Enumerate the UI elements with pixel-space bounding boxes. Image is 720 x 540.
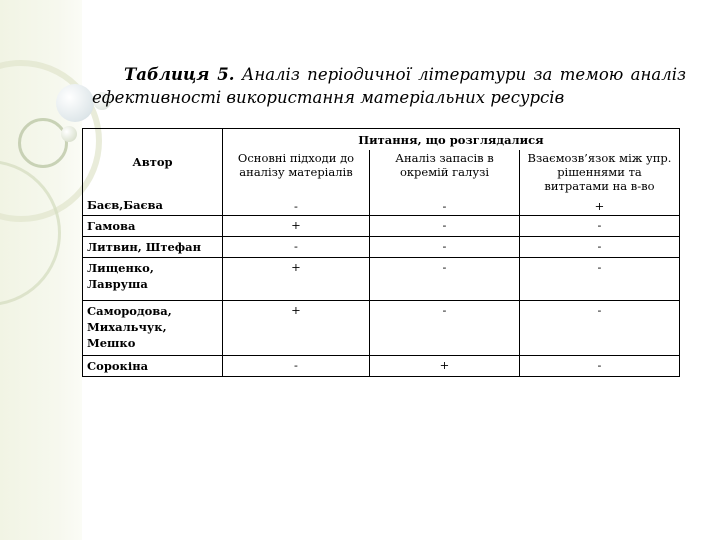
- mark-cell: -: [370, 301, 520, 356]
- mark-cell: -: [370, 237, 520, 258]
- table-row: [83, 237, 680, 258]
- mark-cell: -: [520, 301, 680, 356]
- mark-cell: -: [370, 195, 520, 216]
- caption-text-1: Аналіз періодичної літератури за темою аналіз: [241, 65, 686, 84]
- mark-cell: -: [223, 356, 370, 377]
- decorative-bubble: [56, 84, 94, 122]
- caption-label: Таблиця 5.: [124, 65, 235, 84]
- caption-line-2: ефективності використання матеріальних ресурсів: [92, 88, 565, 107]
- mark-cell: -: [520, 237, 680, 258]
- column-header-approaches: Основні підходи до аналізу матеріалів: [223, 150, 370, 195]
- table-row: [83, 258, 680, 301]
- decorative-ring: [18, 118, 68, 168]
- mark-cell: +: [223, 258, 370, 301]
- author-cell: Лищенко, Лавруша: [83, 258, 223, 301]
- caption-line-1: [92, 63, 686, 86]
- table-row: [83, 356, 680, 377]
- table-row: [83, 216, 680, 237]
- mark-cell: -: [520, 216, 680, 237]
- table-caption: [92, 63, 686, 109]
- table-row: [83, 195, 680, 216]
- mark-cell: -: [223, 237, 370, 258]
- author-column-header: Автор: [83, 129, 223, 196]
- author-cell: Баєв,Баєва: [83, 195, 223, 216]
- table-row: [83, 301, 680, 356]
- mark-cell: -: [370, 216, 520, 237]
- literature-table: [82, 128, 680, 377]
- author-cell: Сорокіна: [83, 356, 223, 377]
- author-cell: Гамова: [83, 216, 223, 237]
- decorative-bubble: [61, 126, 77, 142]
- questions-group-header: Питання, що розглядалися: [223, 129, 680, 151]
- mark-cell: -: [520, 356, 680, 377]
- mark-cell: +: [370, 356, 520, 377]
- column-header-inventory: Аналіз запасів в окремій галузі: [370, 150, 520, 195]
- mark-cell: +: [223, 301, 370, 356]
- mark-cell: +: [520, 195, 680, 216]
- column-header-decisions-costs: Взаємозв’язок між упр. рішеннями та витратами на в-во: [520, 150, 680, 195]
- decorative-sidebar: [0, 0, 82, 540]
- author-cell: Самородова, Михальчук, Мешко: [83, 301, 223, 356]
- mark-cell: -: [223, 195, 370, 216]
- author-cell: Литвин, Штефан: [83, 237, 223, 258]
- mark-cell: -: [370, 258, 520, 301]
- mark-cell: +: [223, 216, 370, 237]
- mark-cell: -: [520, 258, 680, 301]
